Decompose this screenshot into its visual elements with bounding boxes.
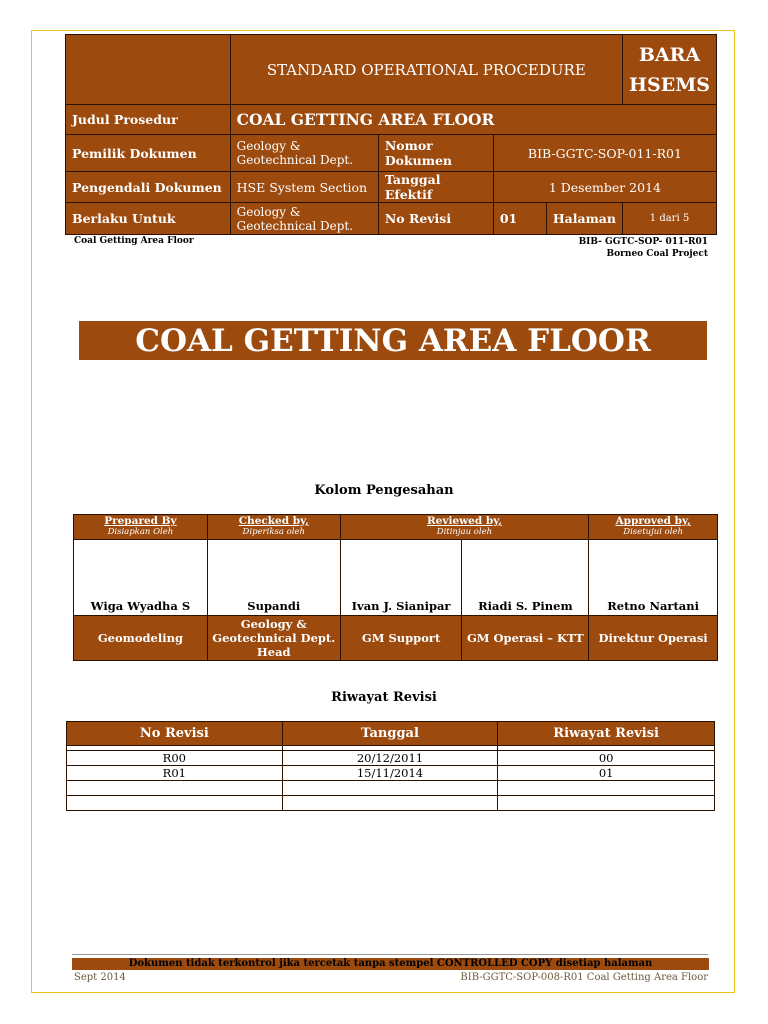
pemilik-value: [230, 135, 378, 172]
reviewed-by-sublabel: Ditinjau oleh: [436, 527, 493, 537]
revision-cell: [67, 781, 283, 796]
pemilik-value-line2: Geotechnical Dept.: [236, 153, 354, 167]
revision-table: [66, 721, 715, 811]
revision-cell: [67, 796, 283, 811]
revision-section-title: Riwayat Revisi: [331, 690, 437, 705]
table-row: [67, 781, 715, 796]
halaman-label: Halaman: [546, 203, 622, 235]
revision-cell: [498, 781, 715, 796]
sop-title: STANDARD OPERATIONAL PROCEDURE: [230, 35, 622, 105]
revision-cell: [282, 796, 498, 811]
signatory-name: Retno Nartani: [589, 540, 718, 616]
approval-section-title: Kolom Pengesahan: [314, 483, 454, 498]
footer-date: Sept 2014: [74, 972, 126, 983]
signatory-role: Geomodeling: [74, 616, 208, 661]
revision-column-header: Tanggal: [282, 722, 498, 746]
footer-notice: Dokumen tidak terkontrol jika tercetak tanpa stempel CONTROLLED COPY disetiap halaman: [72, 958, 709, 970]
running-header-project: Borneo Coal Project: [606, 249, 708, 259]
header-reviewed-by: [340, 515, 589, 540]
signatory-role: Direktur Operasi: [589, 616, 718, 661]
signatory-role: GM Operasi – KTT: [462, 616, 589, 661]
revision-cell: 15/11/2014: [282, 766, 498, 781]
header-checked-by: [207, 515, 340, 540]
approved-by-label: Approved by,: [615, 515, 691, 527]
halaman-value: 1 dari 5: [623, 203, 717, 235]
nomor-value: BIB-GGTC-SOP-011-R01: [493, 135, 716, 172]
nomor-label-line2: Dokumen: [384, 153, 453, 168]
checked-by-label: Checked by,: [238, 515, 309, 527]
brand-cell: [623, 35, 717, 105]
signatory-name: Riadi S. Pinem: [462, 540, 589, 616]
footer-divider: [72, 954, 708, 955]
revision-cell: [498, 796, 715, 811]
approval-table: [73, 514, 718, 661]
approved-by-sublabel: Disetujui oleh: [623, 527, 683, 537]
table-row: [67, 796, 715, 811]
revisi-label: No Revisi: [378, 203, 493, 235]
header-blank-cell: [66, 35, 231, 105]
running-header-left: Coal Getting Area Floor: [74, 236, 194, 246]
tanggal-label: Tanggal Efektif: [378, 172, 493, 203]
brand-line2: HSEMS: [629, 73, 710, 96]
berlaku-value: [230, 203, 378, 235]
signatory-role: GM Support: [340, 616, 462, 661]
revision-cell: R00: [67, 751, 283, 766]
signatory-name: Ivan J. Sianipar: [340, 540, 462, 616]
checked-by-sublabel: Diperiksa oleh: [242, 527, 305, 537]
main-title: COAL GETTING AREA FLOOR: [79, 321, 707, 360]
table-row: [67, 766, 715, 781]
prepared-by-label: Prepared By: [104, 515, 177, 527]
revision-cell: 01: [498, 766, 715, 781]
footer-doc-ref: BIB-GGTC-SOP-008-R01 Coal Getting Area Floor: [460, 972, 708, 983]
revision-column-header: No Revisi: [67, 722, 283, 746]
table-row: [67, 751, 715, 766]
revision-column-header: Riwayat Revisi: [498, 722, 715, 746]
pengendali-label: Pengendali Dokumen: [66, 172, 231, 203]
document-header-table: [65, 34, 717, 235]
berlaku-value-line1: Geology &: [236, 204, 301, 219]
header-approved-by: [589, 515, 718, 540]
revision-cell: 00: [498, 751, 715, 766]
header-prepared-by: [74, 515, 208, 540]
nomor-label: [378, 135, 493, 172]
berlaku-label: Berlaku Untuk: [66, 203, 231, 235]
nomor-label-line1: Nomor: [384, 138, 433, 153]
reviewed-by-label: Reviewed by,: [426, 515, 502, 527]
signatory-role: Geology & Geotechnical Dept. Head: [207, 616, 340, 661]
signatory-name: Supandi: [207, 540, 340, 616]
judul-value: COAL GETTING AREA FLOOR: [230, 105, 716, 135]
pemilik-label: Pemilik Dokumen: [66, 135, 231, 172]
judul-label: Judul Prosedur: [66, 105, 231, 135]
tanggal-value: 1 Desember 2014: [493, 172, 716, 203]
revision-cell: R01: [67, 766, 283, 781]
running-header-doc-number: BIB- GGTC-SOP- 011-R01: [578, 237, 708, 247]
pemilik-value-line1: Geology &: [236, 139, 301, 153]
brand-line1: BARA: [638, 43, 701, 66]
revision-cell: 20/12/2011: [282, 751, 498, 766]
revision-cell: [282, 781, 498, 796]
prepared-by-sublabel: Disiapkan Oleh: [107, 527, 174, 537]
revisi-value: 01: [493, 203, 546, 235]
signatory-name: Wiga Wyadha S: [74, 540, 208, 616]
pengendali-value: HSE System Section: [230, 172, 378, 203]
berlaku-value-line2: Geotechnical Dept.: [236, 218, 354, 233]
running-header-right: [579, 236, 708, 260]
